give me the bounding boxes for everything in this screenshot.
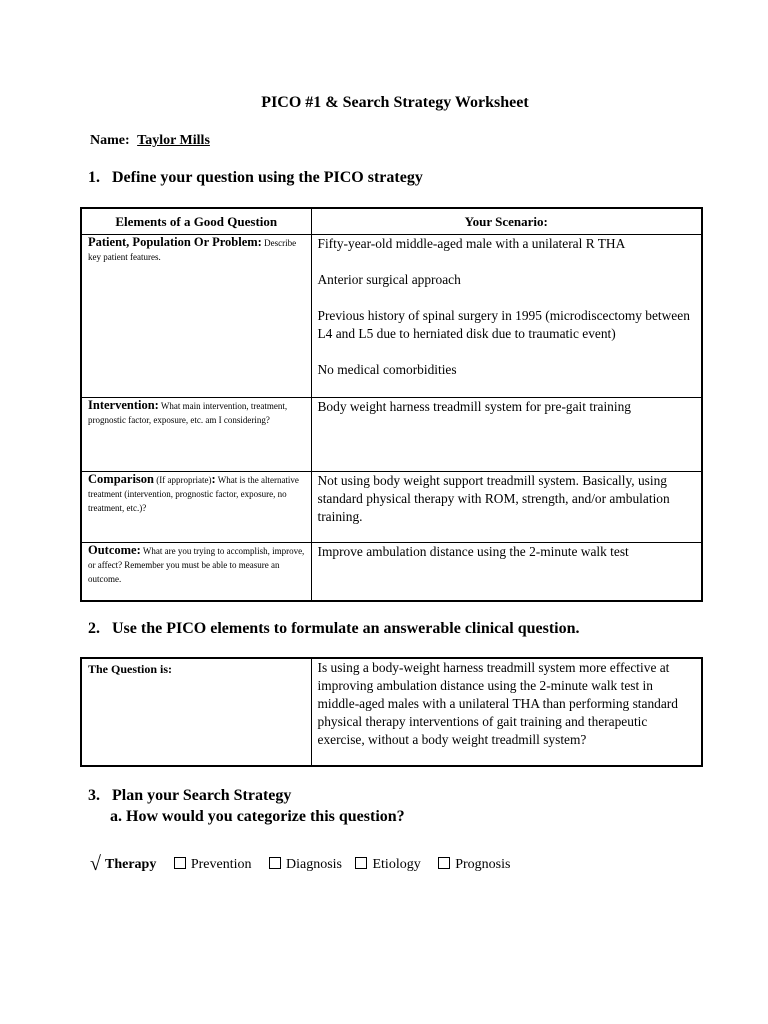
table-row-patient <box>81 235 702 398</box>
section-1-heading <box>88 169 423 187</box>
col2-header: Your Scenario: <box>311 208 702 235</box>
section-3-number: 3. <box>88 787 100 804</box>
name-line <box>90 133 210 149</box>
question-row <box>81 658 702 766</box>
section-3-text: Plan your Search Strategy <box>112 787 292 804</box>
row-label-patient: Patient, Population Or Problem: Describe key patient features. <box>81 235 311 398</box>
category-prognosis[interactable]: Prognosis <box>438 857 510 873</box>
row-answer-outcome: Improve ambulation distance using the 2-minute walk test <box>311 543 702 601</box>
category-therapy-selected: Therapy <box>104 857 157 872</box>
section-3-heading <box>88 787 291 805</box>
category-etiology[interactable]: Etiology <box>355 857 420 873</box>
row-answer-comparison: Not using body weight support treadmill system. Basically, using standard physical therapy with ROM, strength, and/or ambulation training. <box>311 472 702 543</box>
question-text: Is using a body-weight harness treadmill system more effective at improving ambulation distance using the 2-minute walk test in middle-aged males with a unilateral THA than performing standard physical therapy interventions of gait training and therapeutic exercise, without a body weight treadmill system? <box>311 658 702 766</box>
name-value: Taylor Mills <box>137 133 210 148</box>
checkbox-icon <box>355 857 367 869</box>
check-mark-icon: √ <box>90 853 101 875</box>
section-1-text: Define your question using the PICO strategy <box>112 169 423 186</box>
checkbox-icon <box>438 857 450 869</box>
section-2-number: 2. <box>88 620 100 637</box>
page-title: PICO #1 & Search Strategy Worksheet <box>261 94 529 111</box>
section-3a-heading: a. How would you categorize this question? <box>110 808 405 825</box>
pico-table <box>80 207 703 602</box>
category-options <box>90 853 510 876</box>
row-label-comparison: Comparison (If appropriate): What is the alternative treatment (intervention, prognostic factor, exposure, no treatment, etc.)? <box>81 472 311 543</box>
table-row-comparison <box>81 472 702 543</box>
question-label: The Question is: <box>81 658 311 766</box>
category-prevention[interactable]: Prevention <box>174 857 252 873</box>
row-label-outcome: Outcome: What are you trying to accomplish, improve, or affect? Remember you must be able to measure an outcome. <box>81 543 311 601</box>
section-1-number: 1. <box>88 169 100 186</box>
checkbox-icon <box>269 857 281 869</box>
section-2-heading <box>88 620 580 638</box>
row-label-intervention: Intervention: What main intervention, treatment, prognostic factor, exposure, etc. am I considering? <box>81 398 311 472</box>
table-row-intervention <box>81 398 702 472</box>
section-2-text: Use the PICO elements to formulate an answerable clinical question. <box>112 620 580 637</box>
col1-header: Elements of a Good Question <box>81 208 311 235</box>
question-table <box>80 657 703 767</box>
category-diagnosis[interactable]: Diagnosis <box>269 857 342 873</box>
row-answer-patient: Fifty-year-old middle-aged male with a unilateral R THA Anterior surgical approach Previous history of spinal surgery in 1995 (microdiscectomy between L4 and L5 due to herniated disk due to traumatic event) No medical comorbidities <box>311 235 702 398</box>
checkbox-icon <box>174 857 186 869</box>
row-answer-intervention: Body weight harness treadmill system for pre-gait training <box>311 398 702 472</box>
table-row-outcome <box>81 543 702 601</box>
name-label: Name: <box>90 133 130 148</box>
